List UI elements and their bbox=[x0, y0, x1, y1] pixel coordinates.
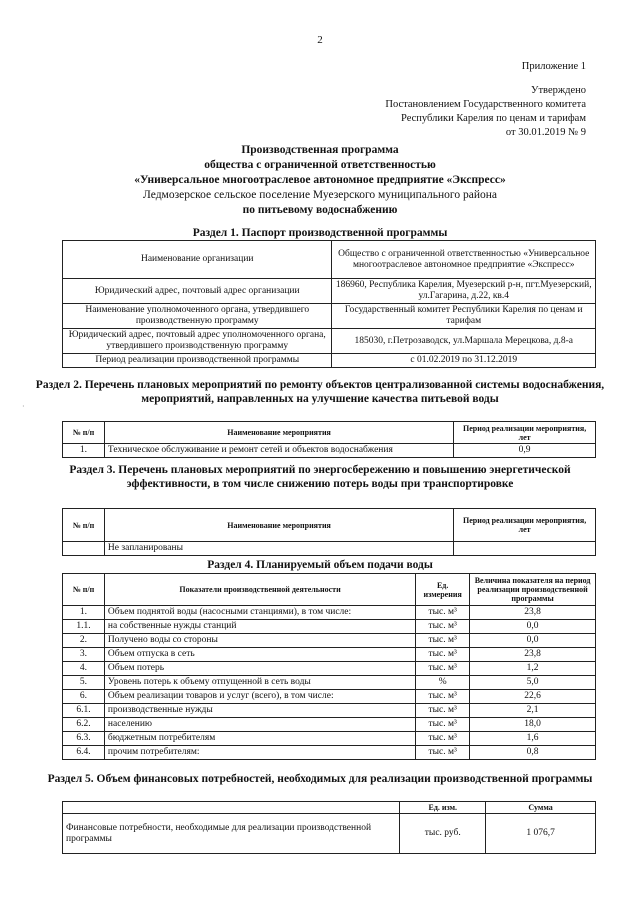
column-header: № п/п bbox=[63, 509, 105, 542]
table-row bbox=[63, 542, 596, 556]
approval-line: от 30.01.2019 № 9 bbox=[505, 127, 586, 138]
table-row bbox=[63, 704, 596, 718]
table-cell: 2. bbox=[63, 634, 105, 648]
table-cell: 5,0 bbox=[470, 676, 596, 690]
table-cell: тыс. м³ bbox=[416, 620, 470, 634]
table-cell: 0,0 bbox=[470, 620, 596, 634]
table-row bbox=[63, 620, 596, 634]
column-header: № п/п bbox=[63, 422, 105, 444]
table-row bbox=[63, 662, 596, 676]
table-cell: Объем потерь bbox=[104, 662, 415, 676]
table-cell bbox=[454, 542, 596, 556]
table-header-row bbox=[63, 802, 596, 814]
table-cell: 0,0 bbox=[470, 634, 596, 648]
column-header: Показатели производственной деятельности bbox=[104, 574, 415, 606]
table-cell: прочим потребителям: bbox=[104, 746, 415, 760]
table-cell: тыс. м³ bbox=[416, 704, 470, 718]
table-cell: тыс. м³ bbox=[416, 746, 470, 760]
section4-title: Раздел 4. Планируемый объем подачи воды bbox=[207, 559, 433, 571]
table-cell bbox=[63, 542, 105, 556]
table-row bbox=[63, 718, 596, 732]
heading-line: Ледмозерское сельское поселение Муезерского муниципального района bbox=[143, 189, 497, 201]
table-cell: 6.3. bbox=[63, 732, 105, 746]
table-cell: 6.2. bbox=[63, 718, 105, 732]
table-cell: на собственные нужды станций bbox=[104, 620, 415, 634]
table-cell: % bbox=[416, 676, 470, 690]
table-cell: Период реализации производственной программы bbox=[63, 354, 332, 368]
table-cell: бюджетным потребителям bbox=[104, 732, 415, 746]
table-cell: 4. bbox=[63, 662, 105, 676]
column-header: Период реализации мероприятия, лет bbox=[454, 422, 596, 444]
heading-line: общества с ограниченной ответственностью bbox=[204, 159, 436, 171]
table-cell: 185030, г.Петрозаводск, ул.Маршала Мерецкова, д.8-а bbox=[332, 329, 596, 354]
table-cell: 23,8 bbox=[470, 606, 596, 620]
table-cell: 6.4. bbox=[63, 746, 105, 760]
table-row bbox=[63, 746, 596, 760]
table-cell: Уровень потерь к объему отпущенной в сеть воды bbox=[104, 676, 415, 690]
section1-title: Раздел 1. Паспорт производственной программы bbox=[192, 227, 448, 239]
table-cell: тыс. м³ bbox=[416, 662, 470, 676]
section3-title: Раздел 3. Перечень плановых мероприятий по энергосбережению и повышению энергетической эффективности, в том числе снижению потерь воды при транспортировке bbox=[69, 464, 571, 490]
appendix-label: Приложение 1 bbox=[521, 61, 586, 72]
table-cell: Объем реализации товаров и услуг (всего), в том числе: bbox=[104, 690, 415, 704]
table-cell: Объем поднятой воды (насосными станциями), в том числе: bbox=[104, 606, 415, 620]
heading-line: по питьевому водоснабжению bbox=[242, 204, 398, 216]
table-cell: Государственный комитет Республики Карелия по ценам и тарифам bbox=[332, 304, 596, 329]
table-row bbox=[63, 648, 596, 662]
table-cell: тыс. м³ bbox=[416, 732, 470, 746]
table-cell: тыс. м³ bbox=[416, 690, 470, 704]
table-cell: производственные нужды bbox=[104, 704, 415, 718]
approval-block bbox=[385, 84, 586, 140]
column-header: Период реализации мероприятия, лет bbox=[454, 509, 596, 542]
table-cell: Не запланированы bbox=[104, 542, 453, 556]
table-row bbox=[63, 606, 596, 620]
table-cell: 22,6 bbox=[470, 690, 596, 704]
table-cell: 0,9 bbox=[454, 444, 596, 458]
table-cell: 2,1 bbox=[470, 704, 596, 718]
table-cell: Наименование организации bbox=[63, 241, 332, 279]
table-cell: Юридический адрес, почтовый адрес уполномоченного органа, утвердившего производственную программу bbox=[63, 329, 332, 354]
table-cell: Юридический адрес, почтовый адрес организации bbox=[63, 279, 332, 304]
approval-line: Постановлением Государственного комитета bbox=[385, 99, 586, 110]
table-row bbox=[63, 690, 596, 704]
table-cell: 23,8 bbox=[470, 648, 596, 662]
table-cell: тыс. м³ bbox=[416, 648, 470, 662]
energy-table bbox=[62, 508, 596, 556]
table-header-row bbox=[63, 509, 596, 542]
table-cell: 18,0 bbox=[470, 718, 596, 732]
measures-table bbox=[62, 421, 596, 458]
table-cell: 0,8 bbox=[470, 746, 596, 760]
table-cell: 1 076,7 bbox=[486, 814, 596, 854]
column-header: Ед. измерения bbox=[416, 574, 470, 606]
margin-mark: · bbox=[22, 402, 25, 411]
section2-title: Раздел 2. Перечень плановых мероприятий по ремонту объектов централизованной системы водоснабжения, мероприятий, направленных на улучшение качества питьевой воды bbox=[35, 379, 605, 405]
table-cell: 6.1. bbox=[63, 704, 105, 718]
table-row bbox=[63, 634, 596, 648]
table-row bbox=[63, 444, 596, 458]
table-row bbox=[63, 732, 596, 746]
table-cell: 1,6 bbox=[470, 732, 596, 746]
table-cell: Объем отпуска в сеть bbox=[104, 648, 415, 662]
page-number: 2 bbox=[317, 34, 323, 46]
water-supply-rows bbox=[63, 606, 596, 760]
approval-line: Республики Карелия по ценам и тарифам bbox=[401, 113, 586, 124]
heading-line: Производственная программа bbox=[241, 144, 399, 156]
table-cell: 1.1. bbox=[63, 620, 105, 634]
table-cell: тыс. м³ bbox=[416, 718, 470, 732]
table-row bbox=[63, 814, 596, 854]
table-cell: 1. bbox=[63, 606, 105, 620]
table-cell: 186960, Республика Карелия, Муезерский р-н, пгт.Муезерский, ул.Гагарина, д.22, кв.4 bbox=[332, 279, 596, 304]
table-cell: с 01.02.2019 по 31.12.2019 bbox=[332, 354, 596, 368]
table-row bbox=[63, 354, 596, 368]
table-cell: Наименование уполномоченного органа, утвердившего производственную программу bbox=[63, 304, 332, 329]
table-cell: 5. bbox=[63, 676, 105, 690]
table-header-row bbox=[63, 422, 596, 444]
table-cell: 1,2 bbox=[470, 662, 596, 676]
table-header-row bbox=[63, 574, 596, 606]
column-header: Ед. изм. bbox=[400, 802, 486, 814]
column-header bbox=[63, 802, 400, 814]
section5-title: Раздел 5. Объем финансовых потребностей, необходимых для реализации производственной программы bbox=[47, 773, 593, 785]
water-supply-table bbox=[62, 573, 596, 760]
table-row bbox=[63, 241, 596, 279]
column-header: Наименование мероприятия bbox=[104, 422, 453, 444]
heading-line: «Универсальное многоотраслевое автономное предприятие «Экспресс» bbox=[134, 174, 506, 186]
column-header: Наименование мероприятия bbox=[104, 509, 453, 542]
table-cell: Общество с ограниченной ответственностью «Универсальное многоотраслевое автономное предприятие «Экспресс» bbox=[332, 241, 596, 279]
table-cell: тыс. руб. bbox=[400, 814, 486, 854]
passport-table bbox=[62, 240, 596, 368]
column-header: Сумма bbox=[486, 802, 596, 814]
approval-line: Утверждено bbox=[531, 85, 586, 96]
column-header: № п/п bbox=[63, 574, 105, 606]
document-heading bbox=[0, 143, 640, 218]
table-cell: Получено воды со стороны bbox=[104, 634, 415, 648]
table-cell: Финансовые потребности, необходимые для реализации производственной программы bbox=[63, 814, 400, 854]
table-row bbox=[63, 279, 596, 304]
table-row bbox=[63, 676, 596, 690]
table-row bbox=[63, 329, 596, 354]
financial-table bbox=[62, 801, 596, 854]
table-cell: 1. bbox=[63, 444, 105, 458]
table-cell: тыс. м³ bbox=[416, 634, 470, 648]
column-header: Величина показателя на период реализации производственной программы bbox=[470, 574, 596, 606]
table-cell: Техническое обслуживание и ремонт сетей и объектов водоснабжения bbox=[104, 444, 453, 458]
table-cell: 6. bbox=[63, 690, 105, 704]
table-cell: населению bbox=[104, 718, 415, 732]
table-cell: 3. bbox=[63, 648, 105, 662]
table-cell: тыс. м³ bbox=[416, 606, 470, 620]
table-row bbox=[63, 304, 596, 329]
